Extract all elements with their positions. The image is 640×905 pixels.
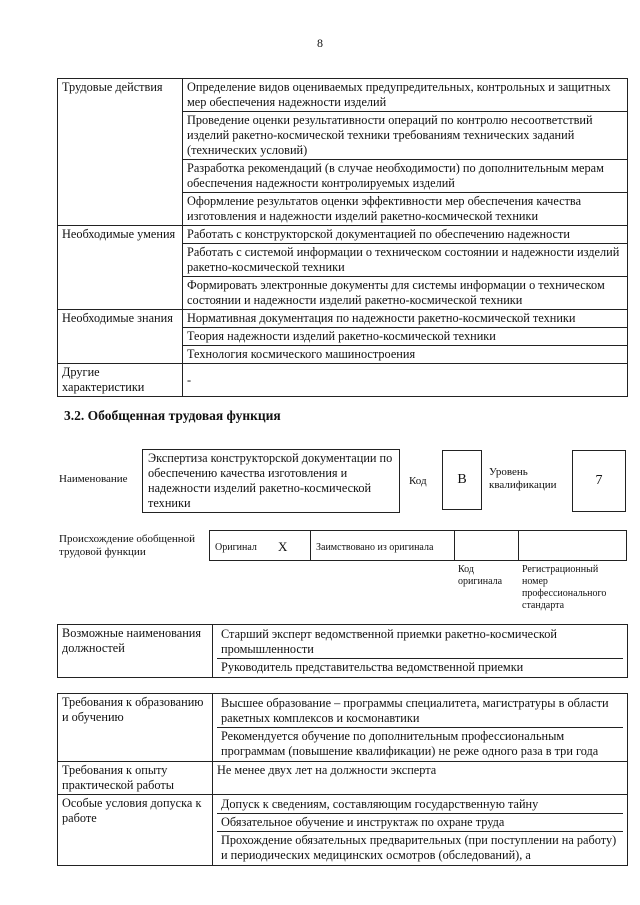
labor-actions-table xyxy=(57,78,628,397)
table-row xyxy=(58,226,628,244)
list-item: Старший эксперт ведомственной приемки ракетно-космической промышленности xyxy=(221,627,557,656)
table-cell: Не менее двух лет на должности эксперта xyxy=(213,762,628,795)
divider xyxy=(518,531,519,560)
origin-box xyxy=(209,530,627,561)
table-row xyxy=(58,762,628,795)
table-cell: Технология космического машиностроения xyxy=(183,346,628,364)
table-cell: Теория надежности изделий ракетно-космической техники xyxy=(183,328,628,346)
row-label: Особые условия допуска к работе xyxy=(58,795,213,866)
table-cell: Оформление результатов оценки эффективности мер обеспечения качества изготовления и надежности изделий ракетно-космической техники xyxy=(183,193,628,226)
table-cell xyxy=(213,795,628,866)
code-original-caption: Код оригинала xyxy=(458,564,503,587)
table-row xyxy=(58,364,628,397)
code-label: Код xyxy=(409,475,427,487)
table-cell: - xyxy=(183,364,628,397)
positions-table xyxy=(57,624,628,678)
row-label: Необходимые знания xyxy=(58,310,183,364)
table-cell: Проведение оценки результативности операций по контролю несоответствий изделий ракетно-космической техники требованиям технических заданий (технических условий) xyxy=(183,112,628,160)
row-label: Требования к образованию и обучению xyxy=(58,694,213,762)
list-item: Высшее образование – программы специалитета, магистратуры в области ракетных комплексов и космонавтики xyxy=(221,696,609,725)
table-cell: Разработка рекомендаций (в случае необходимости) по дополнительным мерам обеспечения надежности контролируемых изделий xyxy=(183,160,628,193)
borrowed-label: Заимствовано из оригинала xyxy=(316,542,434,553)
original-label: Оригинал xyxy=(215,542,257,553)
row-label: Трудовые действия xyxy=(58,79,183,226)
section-title: 3.2. Обобщенная трудовая функция xyxy=(64,408,281,423)
name-value: Экспертиза конструкторской документации по обеспечению качества изготовления и надежности изделий ракетно-космической техники xyxy=(142,449,400,513)
divider xyxy=(454,531,455,560)
code-value: В xyxy=(442,450,482,510)
table-cell: Работать с системой информации о техническом состоянии и надежности изделий ракетно-космической техники xyxy=(183,244,628,277)
table-row xyxy=(58,625,628,678)
list-item: Рекомендуется обучение по дополнительным профессиональным программам (повышение квалификации) не реже одного раза в три года xyxy=(217,727,623,760)
name-label: Наименование xyxy=(59,473,128,485)
table-cell: Нормативная документация по надежности ракетно-космической техники xyxy=(183,310,628,328)
row-label: Возможные наименования должностей xyxy=(58,625,213,678)
reg-number-caption: Регистрационный номер профессионального стандарта xyxy=(522,564,607,611)
list-item: Руководитель представительства ведомственной приемки xyxy=(217,658,623,676)
row-label: Необходимые умения xyxy=(58,226,183,310)
table-cell: Формировать электронные документы для системы информации о техническом состоянии и надежности изделий ракетно-космической техники xyxy=(183,277,628,310)
table-cell: Работать с конструкторской документацией по обеспечению надежности xyxy=(183,226,628,244)
row-label: Требования к опыту практической работы xyxy=(58,762,213,795)
list-item: Допуск к сведениям, составляющим государственную тайну xyxy=(221,797,539,811)
page-number: 8 xyxy=(317,36,323,50)
table-row xyxy=(58,310,628,328)
table-cell xyxy=(213,625,628,678)
level-label: Уровень квалификации xyxy=(489,466,557,491)
table-row xyxy=(58,79,628,112)
list-item: Обязательное обучение и инструктаж по охране труда xyxy=(217,813,623,831)
original-mark: X xyxy=(278,539,288,554)
list-item: Прохождение обязательных предварительных (при поступлении на работу) и периодических медицинских осмотров (обследований), а xyxy=(217,831,623,864)
origin-label: Происхождение обобщенной трудовой функции xyxy=(59,533,196,558)
table-row xyxy=(58,694,628,762)
requirements-table xyxy=(57,693,628,866)
table-cell: Определение видов оцениваемых предупредительных, контрольных и защитных мер обеспечения надежности изделий xyxy=(183,79,628,112)
divider xyxy=(310,531,311,560)
row-label: Другие характеристики xyxy=(58,364,183,397)
table-cell xyxy=(213,694,628,762)
level-value: 7 xyxy=(572,450,626,512)
table-row xyxy=(58,795,628,866)
